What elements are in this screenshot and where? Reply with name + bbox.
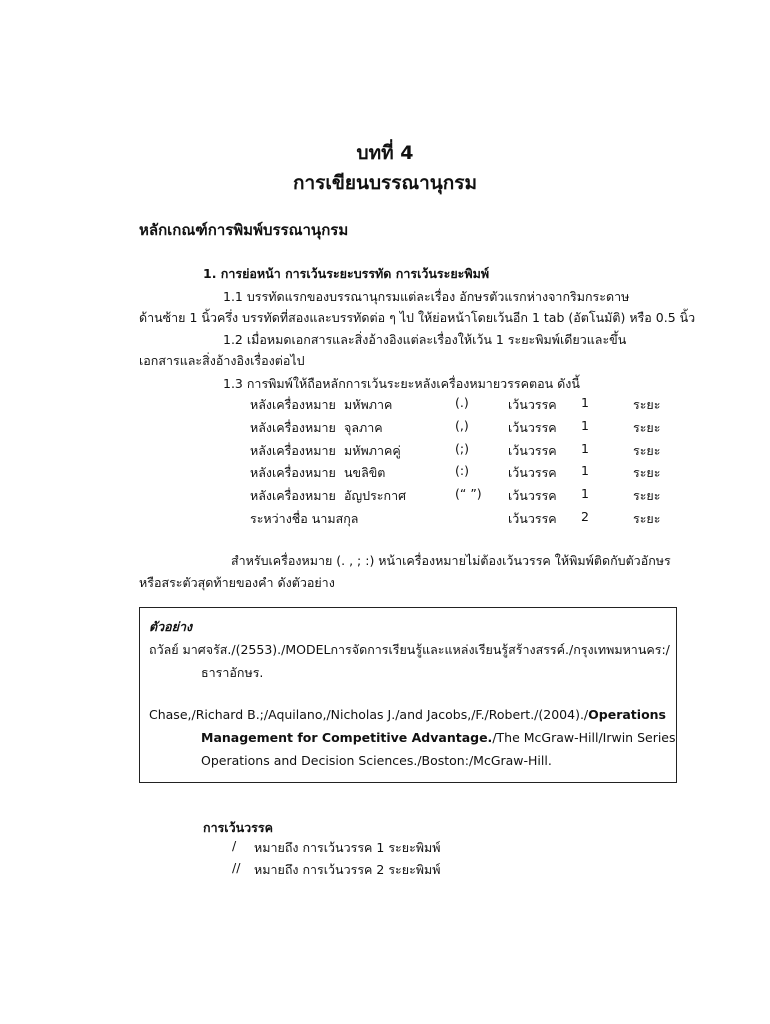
- ref2-title-bold: Operations: [588, 707, 666, 722]
- cell: ระหว่างชื่อ นามสกุล: [250, 510, 359, 526]
- ref2-text: Chase,/Richard B.;/Aquilano,/Nicholas J./and Jacobs,/F./Robert./(2004)./: [149, 707, 589, 722]
- example-label: ตัวอย่าง: [149, 619, 193, 634]
- ref2-line1: [149, 707, 666, 722]
- cell: เว้นวรรค: [508, 419, 557, 435]
- ref1-line1: ถวัลย์ มาศจรัส./(2553)./MODELการจัดการเรียนรู้และแหล่งเรียนรู้สร้างสรรค์./กรุงเทพมหานคร:/: [149, 642, 670, 657]
- para-1-2-line1: 1.2 เมื่อหมดเอกสารและสิ่งอ้างอิงแต่ละเรื่องให้เว้น 1 ระยะพิมพ์เดียวและขึ้น: [223, 332, 627, 347]
- cell: นขลิขิต: [344, 465, 386, 481]
- cell: 1: [581, 463, 589, 479]
- cell: ระยะ: [633, 442, 661, 458]
- ref2-line2: [201, 730, 676, 745]
- cell: หลังเครื่องหมาย: [250, 442, 336, 458]
- cell: ระยะ: [633, 510, 661, 526]
- cell: จุลภาค: [344, 419, 383, 435]
- cell: เว้นวรรค: [508, 465, 557, 481]
- cell: ระยะ: [633, 397, 661, 412]
- cell: 1: [581, 417, 589, 433]
- cell: (“ ”): [455, 486, 482, 502]
- chapter-number: บทที่ 4: [356, 142, 414, 164]
- example-box: [139, 607, 677, 783]
- cell: เว้นวรรค: [508, 510, 557, 526]
- ref2-publisher: /The McGraw-Hill/Irwin Series: [492, 730, 676, 745]
- cell: หลังเครื่องหมาย: [250, 488, 336, 504]
- para-1-2-line2: เอกสารและสิ่งอ้างอิงเรื่องต่อไป: [139, 353, 305, 368]
- cell: หลังเครื่องหมาย: [250, 465, 336, 481]
- cell: ระยะ: [633, 488, 661, 504]
- subsection-heading: 1. การย่อหน้า การเว้นระยะบรรทัด การเว้นระยะพิมพ์: [203, 266, 490, 281]
- para-1-1-line1: 1.1 บรรทัดแรกของบรรณานุกรมแต่ละเรื่อง อักษรตัวแรกห่างจากริมกระดาษ: [223, 289, 630, 304]
- cell: อัญประกาศ: [344, 488, 407, 504]
- spacing-text-2: หมายถึง การเว้นวรรค 2 ระยะพิมพ์: [254, 862, 441, 877]
- ref2-title-bold-cont: Management for Competitive Advantage.: [201, 730, 493, 745]
- para-1-3: 1.3 การพิมพ์ให้ถือหลักการเว้นระยะหลังเครื่องหมายวรรคตอน ดังนี้: [223, 376, 580, 391]
- cell: 1: [581, 395, 589, 410]
- cell: หลังเครื่องหมาย: [250, 419, 336, 435]
- cell: 1: [581, 486, 589, 502]
- spacing-sym-2: //: [232, 860, 241, 875]
- cell: มหัพภาคคู่: [344, 442, 401, 458]
- cell: 2: [581, 508, 589, 524]
- cell: หลังเครื่องหมาย: [250, 397, 336, 412]
- cell: (,): [455, 417, 469, 433]
- spacing-heading: การเว้นวรรค: [203, 820, 273, 835]
- cell: มหัพภาค: [344, 397, 393, 412]
- cell: 1: [581, 440, 589, 456]
- ref1-line2: ธาราอักษร.: [201, 665, 264, 680]
- spacing-sym-1: /: [232, 838, 237, 853]
- cell: ระยะ: [633, 465, 661, 481]
- cell: เว้นวรรค: [508, 442, 557, 458]
- spacing-text-1: หมายถึง การเว้นวรรค 1 ระยะพิมพ์: [254, 840, 441, 855]
- note-line1: สำหรับเครื่องหมาย (. , ; :) หน้าเครื่องหมายไม่ต้องเว้นวรรค ให้พิมพ์ติดกับตัวอักษร: [231, 553, 671, 568]
- ref2-line3: Operations and Decision Sciences./Boston:/McGraw-Hill.: [201, 753, 552, 768]
- note-line2: หรือสระตัวสุดท้ายของคำ ดังตัวอย่าง: [139, 575, 335, 590]
- cell: ระยะ: [633, 419, 661, 435]
- chapter-title: การเขียนบรรณานุกรม: [293, 172, 477, 194]
- cell: เว้นวรรค: [508, 397, 557, 412]
- section-heading: หลักเกณฑ์การพิมพ์บรรณานุกรม: [139, 221, 349, 239]
- cell: (:): [455, 463, 469, 479]
- cell: เว้นวรรค: [508, 488, 557, 504]
- cell: (;): [455, 440, 469, 456]
- cell: (.): [455, 395, 469, 410]
- para-1-1-line2: ด้านซ้าย 1 นิ้วครึ่ง บรรทัดที่สองและบรรทัดต่อ ๆ ไป ให้ย่อหน้าโดยเว้นอีก 1 tab (อัตโนมัติ) หรือ 0.5 นิ้ว: [139, 310, 696, 325]
